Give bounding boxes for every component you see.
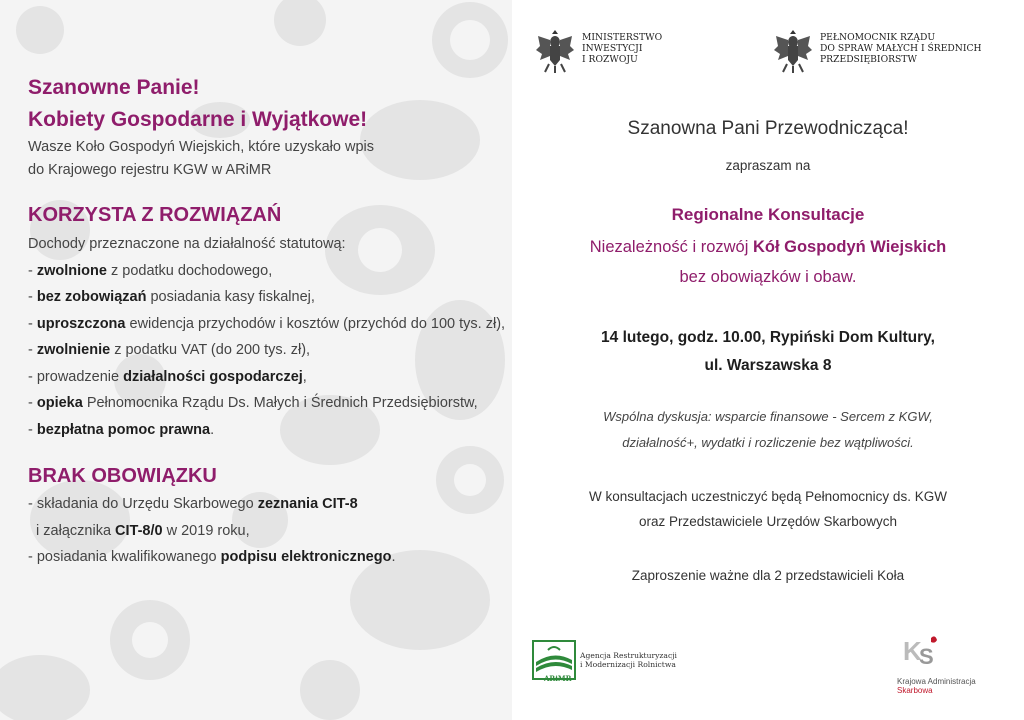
kas-name: Krajowa Administracja <box>897 677 976 686</box>
benefit-item: - bez zobowiązań posiadania kasy fiskalnej, <box>28 289 315 305</box>
benefit-item: - bezpłatna pomoc prawna. <box>28 421 215 438</box>
no-duty-title: BRAK OBOWIĄZKU <box>28 465 217 487</box>
participants-line-1: W konsultacjach uczestniczyć będą Pełnomocnicy ds. KGW <box>589 489 947 504</box>
eagle-emblem-icon <box>774 28 812 74</box>
invite-text: zapraszam na <box>725 158 811 173</box>
kas-logo <box>897 634 1007 695</box>
benefit-item: - zwolnienie z podatku VAT (do 200 tys. zł), <box>28 342 311 358</box>
discussion-topic-1: Wspólna dyskusja: wsparcie finansowe - Sercem z KGW, <box>603 409 933 424</box>
intro-line-2: do Krajowego rejestru KGW w ARiMR <box>28 162 272 178</box>
duty-item: i załącznika CIT-8/0 w 2019 roku, <box>28 522 250 539</box>
benefits-title: KORZYSTA Z ROZWIĄZAŃ <box>28 204 282 226</box>
plenipotentiary-name: PEŁNOMOCNIK RZĄDU DO SPRAW MAŁYCH I ŚREDNICH PRZEDSIĘBIORSTW <box>820 32 982 65</box>
duty-item: - składania do Urzędu Skarbowego zeznania CIT-8 <box>28 496 358 512</box>
arimr-abbreviation: ARiMR <box>544 674 572 683</box>
svg-text:K: K <box>903 636 922 666</box>
greeting-heading: Szanowne Panie! <box>28 76 200 99</box>
benefits-lead: Dochody przeznaczone na działalność statutową: <box>28 236 346 252</box>
ministry-logo <box>536 28 662 74</box>
smes-plenipotentiary-logo <box>774 28 982 74</box>
eagle-emblem-icon <box>536 28 574 74</box>
duty-item: - posiadania kwalifikowanego podpisu elektronicznego. <box>28 549 396 565</box>
benefit-item: - uproszczona ewidencja przychodów i kosztów (przychód do 100 tys. zł), <box>28 315 506 332</box>
benefits-list <box>28 258 508 444</box>
ministry-name: MINISTERSTWO INWESTYCJI I ROZWOJU <box>582 32 663 65</box>
benefit-item: - prowadzenie działalności gospodarczej, <box>28 368 307 385</box>
event-date-place: 14 lutego, godz. 10.00, Rypiński Dom Kultury, <box>601 329 935 346</box>
participants-line-2: oraz Przedstawiciele Urzędów Skarbowych <box>638 514 898 529</box>
event-title: Regionalne Konsultacje <box>671 205 865 224</box>
right-panel <box>512 0 1024 720</box>
greeting-subheading: Kobiety Gospodarne i Wyjątkowe! <box>28 108 368 131</box>
discussion-topic-2: działalność+, wydatki i rozliczenie bez wątpliwości. <box>622 435 914 450</box>
arimr-name: Agencja Restrukturyzacji i Modernizacji Rolnictwa <box>580 650 677 669</box>
benefit-item: - opieka Pełnomocnika Rządu Ds. Małych i Średnich Przedsiębiorstw, <box>28 395 478 411</box>
event-address: ul. Warszawska 8 <box>704 357 832 374</box>
no-duty-list <box>28 491 508 571</box>
left-content <box>28 72 508 571</box>
kas-name-2: Skarbowa <box>897 686 933 695</box>
event-subtitle: Niezależność i rozwój Kół Gospodyń Wiejskich <box>589 238 947 256</box>
kas-emblem-icon <box>903 634 943 668</box>
intro-line-1: Wasze Koło Gospodyń Wiejskich, które uzyskało wpis <box>28 139 374 155</box>
svg-text:S: S <box>919 644 934 668</box>
event-subtitle-2: bez obowiązków i obaw. <box>679 268 857 286</box>
benefit-item: - zwolnione z podatku dochodowego, <box>28 262 273 279</box>
recipient-greeting: Szanowna Pani Przewodnicząca! <box>627 118 909 139</box>
validity-note: Zaproszenie ważne dla 2 przedstawicieli Koła <box>631 568 905 583</box>
